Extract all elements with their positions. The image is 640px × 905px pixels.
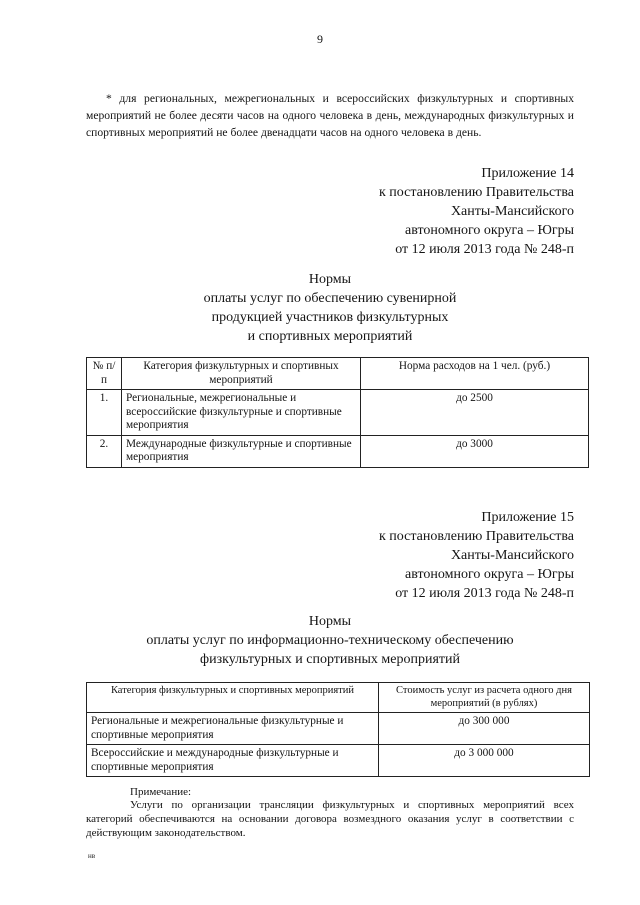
title-line: продукцией участников физкультурных [211, 310, 449, 325]
cell-category: Региональные, межрегиональные и всероссийские физкультурные и спортивные мероприятия [122, 390, 361, 436]
cell-cost: до 300 000 [379, 713, 590, 745]
title-line: оплаты услуг по информационно-техническому обеспечению [146, 633, 514, 648]
title-line: физкультурных и спортивных мероприятий [200, 652, 460, 667]
col-header-number: № п/п [87, 358, 122, 390]
table-row [87, 713, 590, 745]
table-row [87, 745, 590, 777]
appendix-line: Ханты-Мансийского [450, 204, 574, 219]
note-heading: Примечание: [130, 786, 192, 798]
col-header-cost: Стоимость услуг из расчета одного дня мероприятий (в рублях) [379, 683, 590, 713]
title-line: оплаты услуг по обеспечению сувенирной [203, 291, 457, 306]
cell-category: Всероссийские и международные физкультурные и спортивные мероприятия [87, 745, 379, 777]
table-header-row [87, 358, 589, 390]
info-tech-norms-table [86, 682, 590, 777]
cell-category: Международные физкультурные и спортивные мероприятия [122, 435, 361, 467]
appendix-line: от 12 июля 2013 года № 248-п [395, 586, 574, 601]
appendix-line: Приложение 14 [481, 166, 574, 181]
cell-number: 1. [87, 390, 122, 436]
title-line: Нормы [308, 272, 352, 287]
cell-number: 2. [87, 435, 122, 467]
footnote-paragraph: * для региональных, межрегиональных и всероссийских физкультурных и спортивных мероприятий не более десяти часов на одного человека в день, международных физкультурных и спортивных мероприятий не более двенадцати часов на одного человека в день. [86, 92, 574, 139]
table-header-row [87, 683, 590, 713]
appendix-15-header [379, 508, 574, 603]
cell-cost: до 3 000 000 [379, 745, 590, 777]
page-number: 9 [317, 32, 323, 46]
cell-category: Региональные и межрегиональные физкультурные и спортивные мероприятия [87, 713, 379, 745]
appendix-line: от 12 июля 2013 года № 248-п [395, 242, 574, 257]
table-row [87, 390, 589, 436]
table-row [87, 435, 589, 467]
title-line: и спортивных мероприятий [247, 329, 413, 344]
appendix-line: автономного округа – Югры [405, 567, 574, 582]
appendix-line: автономного округа – Югры [405, 223, 574, 238]
appendix-14-title [40, 270, 620, 346]
col-header-category: Категория физкультурных и спортивных мероприятий [122, 358, 361, 390]
footer-mark: нв [88, 852, 96, 860]
cell-norm: до 3000 [361, 435, 589, 467]
appendix-line: Приложение 15 [481, 510, 574, 525]
appendix-line: Ханты-Мансийского [450, 548, 574, 563]
title-line: Нормы [308, 614, 352, 629]
appendix-14-header [379, 164, 574, 259]
col-header-category: Категория физкультурных и спортивных мероприятий [87, 683, 379, 713]
note-text: Услуги по организации трансляции физкультурных и спортивных мероприятий всех категорий обеспечиваются на основании договора возмездного оказания услуг в соответствии с действующим законодательством. [86, 799, 574, 839]
appendix-line: к постановлению Правительства [378, 185, 574, 200]
souvenir-norms-table [86, 357, 589, 468]
appendix-line: к постановлению Правительства [378, 529, 574, 544]
col-header-norm: Норма расходов на 1 чел. (руб.) [361, 358, 589, 390]
appendix-15-title [40, 612, 620, 669]
cell-norm: до 2500 [361, 390, 589, 436]
